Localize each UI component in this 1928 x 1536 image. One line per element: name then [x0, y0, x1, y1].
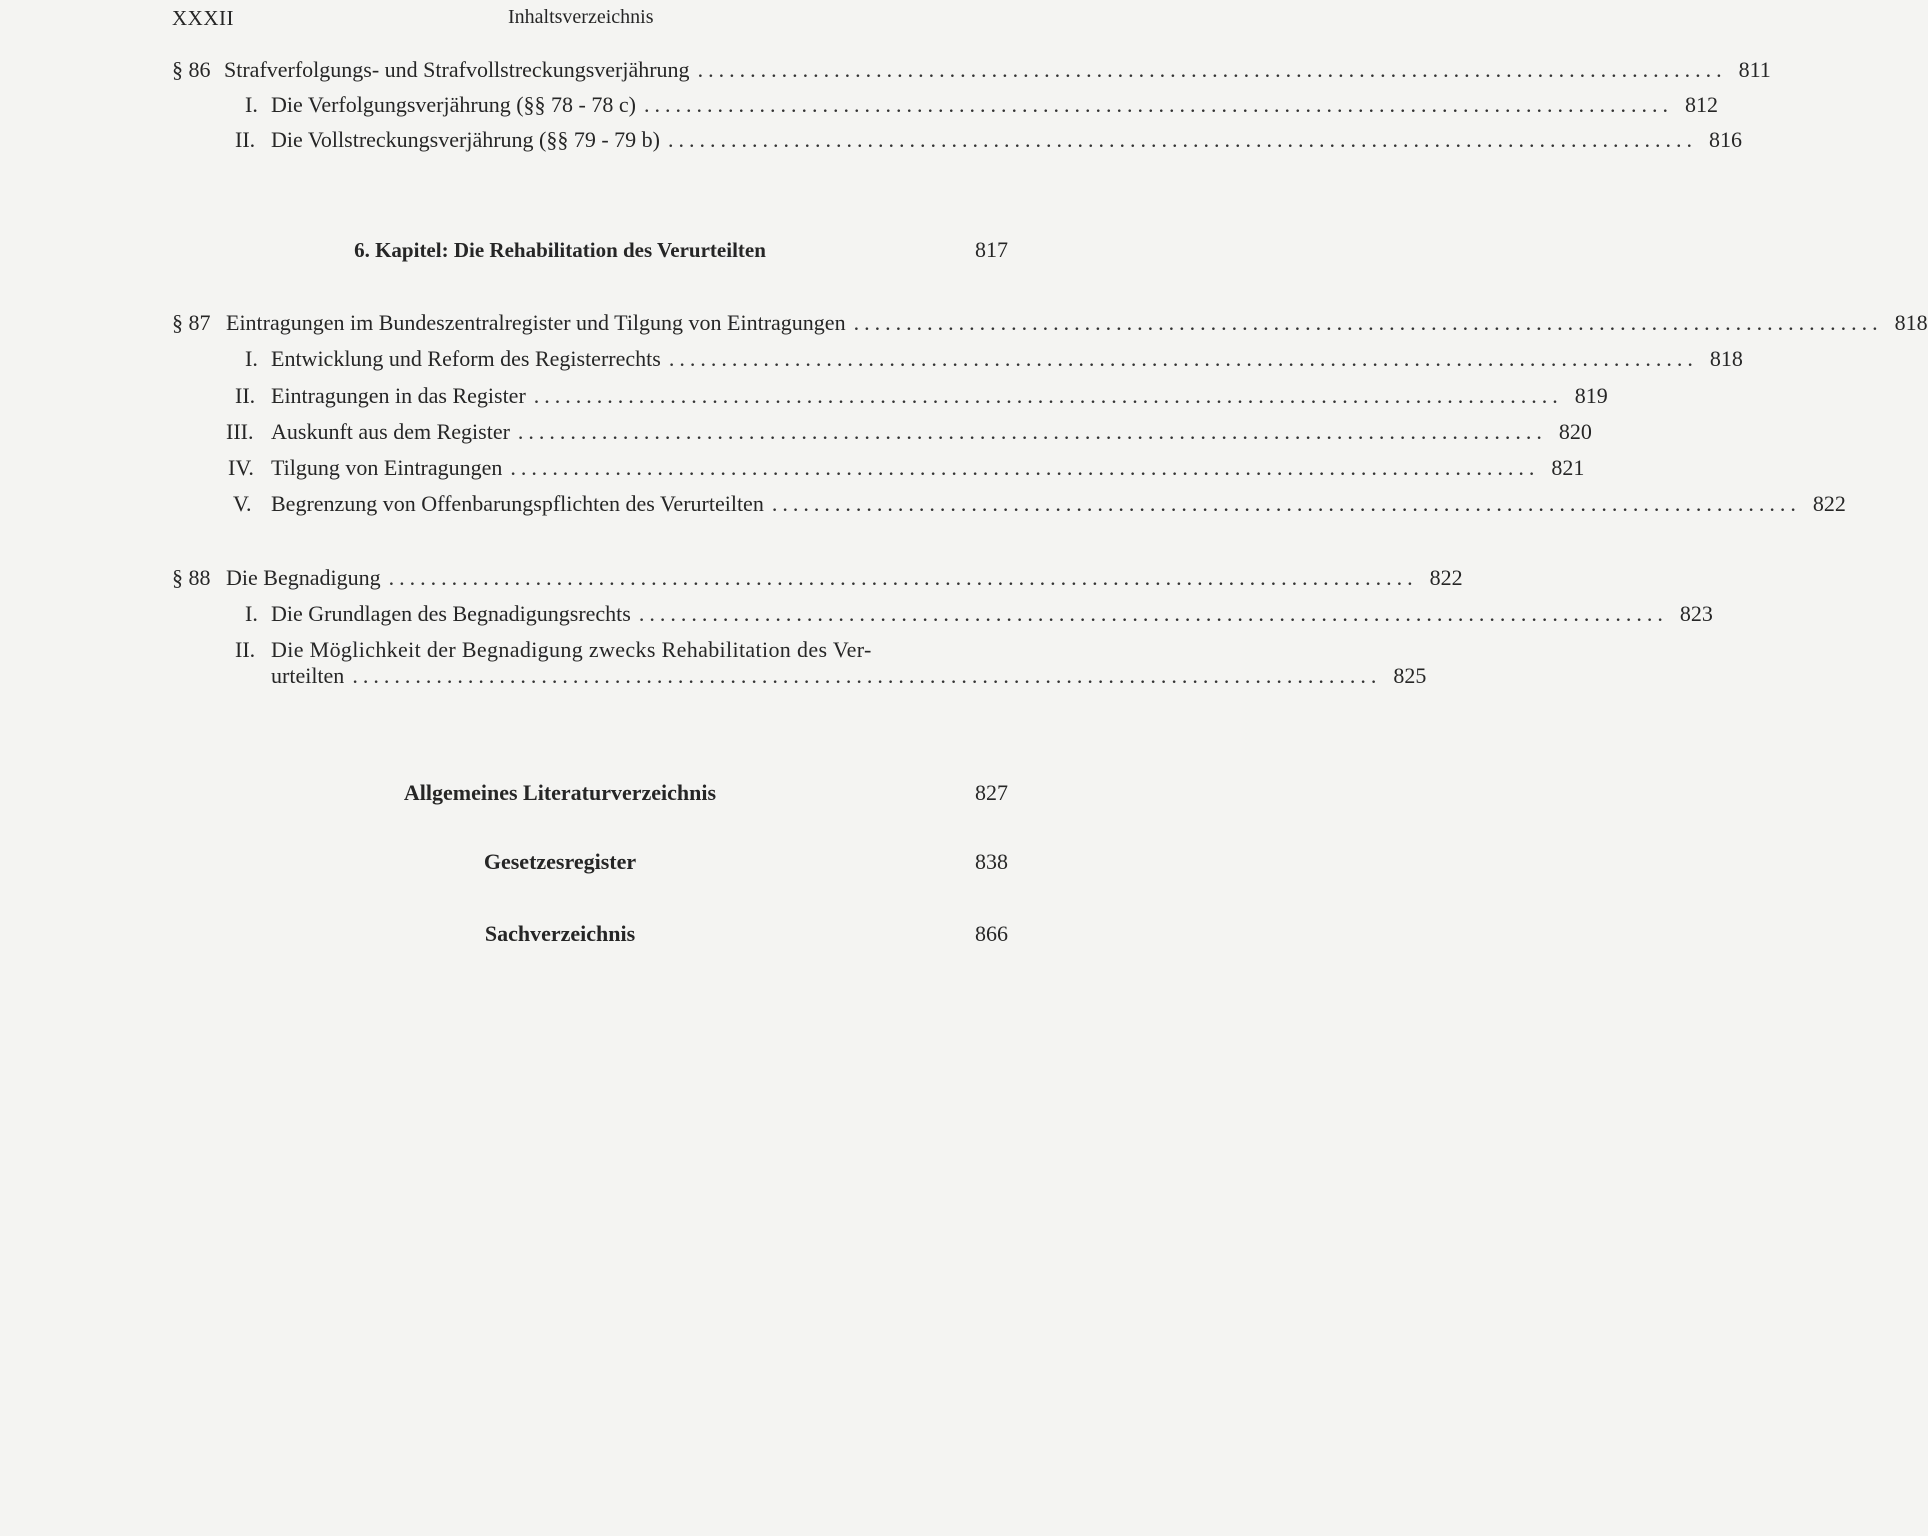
back-matter-index — [172, 917, 1008, 951]
entry-page: 825 — [1393, 663, 1427, 688]
leader-dots: .................................................................................................. — [533, 383, 1563, 408]
section-page: 866 — [975, 921, 1008, 946]
entry-number: III. — [226, 419, 254, 444]
toc-entry-s87-iv — [172, 452, 1585, 484]
toc-entry-s88-i — [172, 598, 1713, 630]
entry-number: II. — [235, 127, 256, 152]
entry-title: Auskunft aus dem Register — [271, 419, 510, 444]
entry-number: IV. — [228, 455, 254, 480]
section-page: 827 — [975, 780, 1008, 805]
entry-title-continued: urteilten — [271, 663, 345, 688]
leader-dots: .................................................................................................. — [853, 310, 1883, 335]
entry-page: 819 — [1574, 383, 1608, 408]
entry-title: Die Begnadigung — [226, 565, 381, 590]
toc-entry-s86-ii — [172, 124, 1743, 156]
toc-entry-s87-iii — [172, 416, 1592, 448]
entry-title: Eintragungen im Bundeszentralregister und Tilgung von Eintragungen — [226, 310, 846, 335]
chapter-page: 817 — [975, 237, 1008, 262]
entry-title: Die Verfolgungsverjährung (§§ 78 - 78 c) — [271, 92, 636, 117]
toc-entry-s86-i — [172, 89, 1718, 121]
entry-number: V. — [233, 491, 252, 516]
entry-number: § 88 — [172, 565, 211, 590]
entry-page: 823 — [1679, 601, 1713, 626]
leader-dots: .................................................................................................. — [668, 346, 1698, 371]
running-title: Inhaltsverzeichnis — [508, 6, 654, 28]
entry-number: I. — [245, 92, 258, 117]
entry-title: Eintragungen in das Register — [271, 383, 526, 408]
entry-page: 818 — [1894, 310, 1928, 335]
section-page: 838 — [975, 849, 1008, 874]
toc-entry-s87-ii — [172, 380, 1608, 412]
entry-page: 822 — [1812, 491, 1846, 516]
entry-number: II. — [235, 637, 256, 662]
chapter-heading — [172, 234, 1008, 266]
leader-dots: .................................................................................................. — [771, 491, 1801, 516]
entry-page: 821 — [1551, 455, 1585, 480]
entry-number: I. — [245, 346, 258, 371]
toc-entry-s87-v — [172, 488, 1846, 520]
chapter-title: 6. Kapitel: Die Rehabilitation des Verurteilten — [354, 238, 766, 262]
toc-entry-s86 — [172, 54, 1771, 86]
page-number: XXXII — [172, 6, 234, 30]
toc-entry-s88 — [172, 562, 1463, 594]
entry-title: Die Grundlagen des Begnadigungsrechts — [271, 601, 631, 626]
section-title: Allgemeines Literaturverzeichnis — [403, 780, 717, 805]
entry-number: § 86 — [172, 57, 211, 82]
entry-page: 822 — [1429, 565, 1463, 590]
entry-page: 820 — [1558, 419, 1592, 444]
entry-title: Entwicklung und Reform des Registerrechts — [271, 346, 661, 371]
entry-title: Tilgung von Eintragungen — [271, 455, 503, 480]
leader-dots: .................................................................................................. — [517, 419, 1547, 444]
running-head — [172, 6, 1008, 36]
entry-title: Strafverfolgungs- und Strafvollstreckungsverjährung — [224, 57, 690, 82]
entry-number: I. — [245, 601, 258, 626]
entry-page: 818 — [1709, 346, 1743, 371]
leader-dots: .................................................................................................. — [352, 663, 1382, 688]
entry-page: 816 — [1709, 127, 1743, 152]
back-matter-laws — [172, 845, 1008, 879]
leader-dots: .................................................................................................. — [668, 127, 1698, 152]
back-matter-literature — [172, 776, 1008, 810]
entry-title: Die Möglichkeit der Begnadigung zwecks Rehabilitation des Ver- — [271, 637, 872, 662]
entry-title: Begrenzung von Offenbarungspflichten des Verurteilten — [271, 491, 764, 516]
leader-dots: .................................................................................................. — [638, 601, 1668, 626]
toc-entry-s87 — [172, 307, 1928, 339]
entry-page: 811 — [1738, 57, 1771, 82]
section-title: Sachverzeichnis — [484, 921, 636, 946]
entry-page: 812 — [1684, 92, 1718, 117]
leader-dots: .................................................................................................. — [697, 57, 1727, 82]
leader-dots: .................................................................................................. — [388, 565, 1418, 590]
entry-number: II. — [235, 383, 256, 408]
entry-number: § 87 — [172, 310, 211, 335]
entry-title: Die Vollstreckungsverjährung (§§ 79 - 79 b) — [271, 127, 661, 152]
toc-entry-s88-ii-line2 — [172, 660, 1427, 692]
leader-dots: .................................................................................................. — [643, 92, 1673, 117]
section-title: Gesetzesregister — [483, 849, 637, 874]
leader-dots: .................................................................................................. — [510, 455, 1540, 480]
toc-entry-s87-i — [172, 343, 1743, 375]
